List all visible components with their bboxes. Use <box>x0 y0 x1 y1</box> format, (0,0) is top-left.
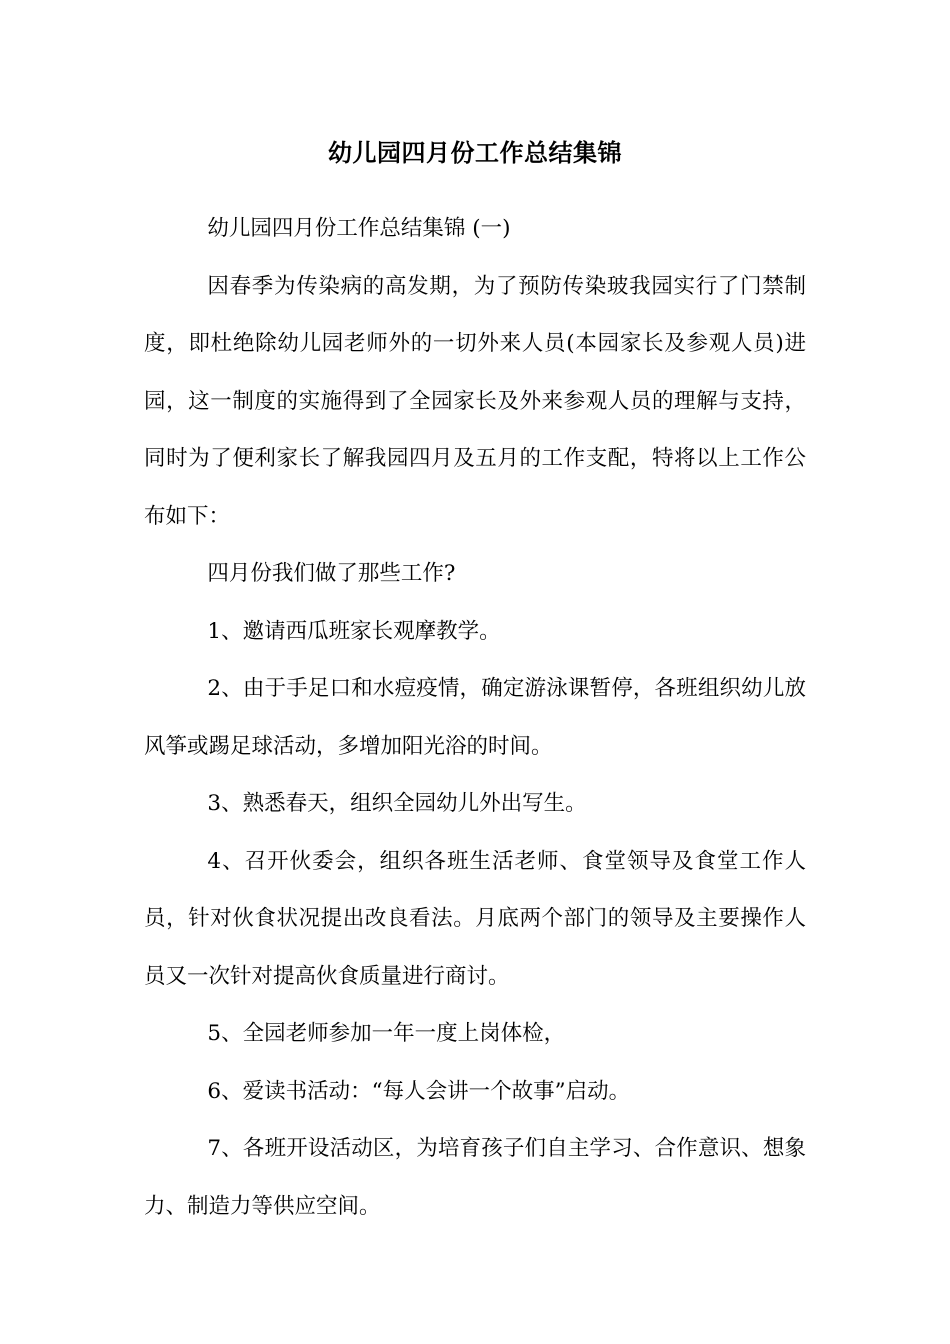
section-question: 四月份我们做了那些工作? <box>207 561 456 586</box>
list-item: 5、全园老师参加一年一度上岗体检， <box>207 1021 566 1046</box>
list-item: 1、邀请西瓜班家长观摩教学。 <box>207 618 501 644</box>
list-item: 6、爱读书活动：“每人会讲一个故事”启动。 <box>207 1078 631 1104</box>
list-item: 2、由于手足口和水痘疫情，确定游泳课暂停，各班组织幼儿放风筝或踢足球活动，多增加阳光浴的时间。 <box>144 676 806 759</box>
list-item: 4、召开伙委会，组织各班生活老师、食堂领导及食堂工作人员，针对伙食状况提出改良看法。月底两个部门的领导及主要操作人员又一次针对提高伙食质量进行商讨。 <box>144 848 806 989</box>
list-item: 3、熟悉春天，组织全园幼儿外出写生。 <box>207 791 587 816</box>
intro-paragraph: 因春季为传染病的高发期，为了预防传染玻我园实行了门禁制度，即杜绝除幼儿园老师外的一切外来人员(本园家长及参观人员)进园，这一制度的实施得到了全园家长及外来参观人员的理解与支持，同时为了便利家长了解我园四月及五月的工作支配，特将以上工作公布如下： <box>144 273 806 529</box>
document-body <box>144 200 806 1235</box>
subtitle-paragraph: 幼儿园四月份工作总结集锦 (一) <box>207 216 511 241</box>
document-title: 幼儿园四月份工作总结集锦 <box>328 138 622 167</box>
list-item: 7、各班开设活动区，为培育孩子们自主学习、合作意识、想象力、制造力等供应空间。 <box>144 1136 806 1219</box>
